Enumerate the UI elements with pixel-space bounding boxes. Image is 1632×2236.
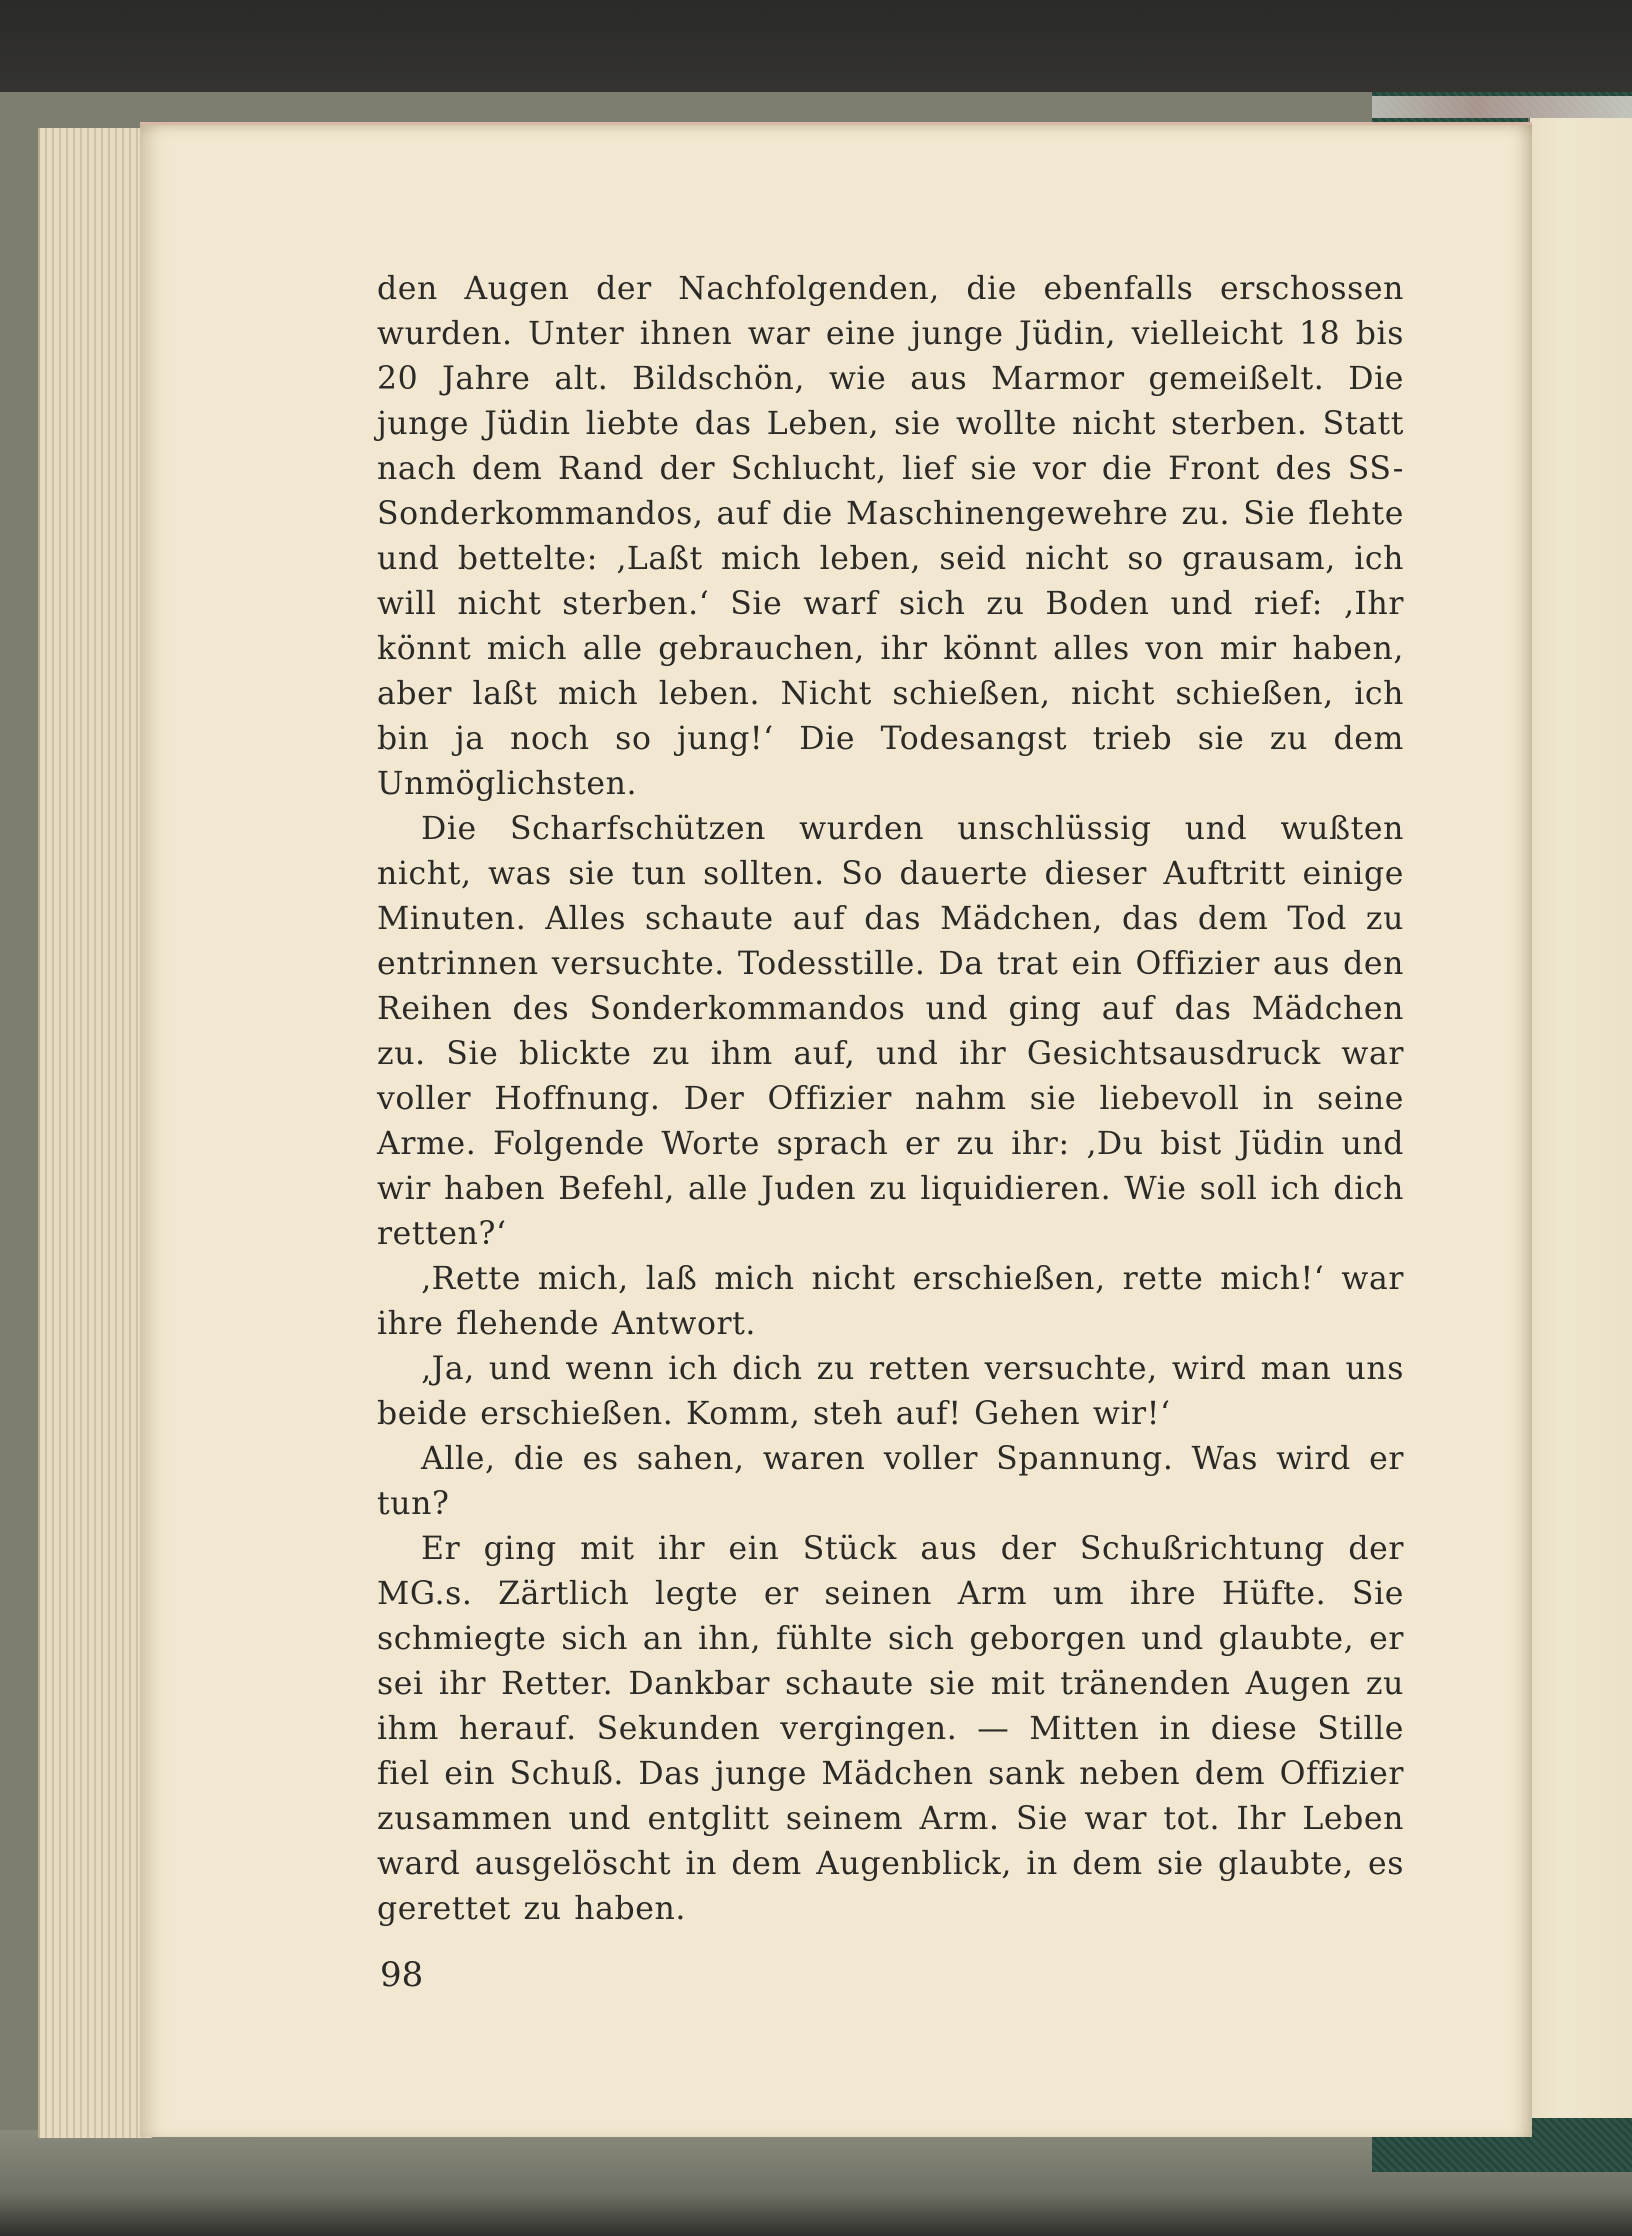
page-edges <box>38 128 152 2138</box>
paragraph: ‚Rette mich, laß mich nicht erschießen, rette mich!‘ war ihre flehende Antwort. <box>377 1261 1404 1342</box>
book-page <box>140 122 1532 2137</box>
paragraph: Die Scharfschützen wurden unschlüssig und wußten nicht, was sie tun sollten. So dauerte dieser Auftritt einige Minuten. Alles schaute auf das Mädchen, das dem Tod zu entrinnen versuchte. Todesstille. Da trat ein Offizier aus den Reihen des Sonderkommandos und ging auf das Mädchen zu. Sie blickte zu ihm auf, und ihr Gesichtsausdruck war voller Hoffnung. Der Offizier nahm sie liebevoll in seine Arme. Folgende Worte sprach er zu ihr: ‚Du bist Jüdin und wir haben Befehl, alle Juden zu liquidieren. Wie soll ich dich retten?‘ <box>377 811 1404 1252</box>
paragraph: den Augen der Nachfolgenden, die ebenfalls erschossen wurden. Unter ihnen war eine junge Jüdin, vielleicht 18 bis 20 Jahre alt. Bildschön, wie aus Marmor gemeißelt. Die junge Jüdin liebte das Leben, sie wollte nicht sterben. Statt nach dem Rand der Schlucht, lief sie vor die Front des SS-Sonderkommandos, auf die Maschinengewehre zu. Sie flehte und bettelte: ‚Laßt mich leben, seid nicht so grausam, ich will nicht sterben.‘ Sie warf sich zu Boden und rief: ‚Ihr könnt mich alle gebrauchen, ihr könnt alles von mir haben, aber laßt mich leben. Nicht schießen, nicht schießen, ich bin ja noch so jung!‘ Die Todesangst trieb sie zu dem Unmöglichsten. <box>377 271 1404 802</box>
page-body-text <box>377 267 1404 1932</box>
paragraph: Alle, die es sahen, waren voller Spannung. Was wird er tun? <box>377 1441 1404 1522</box>
page-number: 98 <box>380 1955 424 1995</box>
paragraph: Er ging mit ihr ein Stück aus der Schußrichtung der MG.s. Zärtlich legte er seinen Arm um ihre Hüfte. Sie schmiegte sich an ihn, fühlte sich geborgen und glaubte, er sei ihr Retter. Dankbar schaute sie mit tränenden Augen zu ihm herauf. Sekunden vergingen. — Mitten in diese Stille fiel ein Schuß. Das junge Mädchen sank neben dem Offizier zusammen und entglitt seinem Arm. Sie war tot. Ihr Leben ward ausgelöscht in dem Augenblick, in dem sie glaubte, es gerettet zu haben. <box>377 1531 1404 1927</box>
facing-page-edge <box>1528 118 1632 2118</box>
spine-headband <box>1372 96 1632 118</box>
paragraph: ‚Ja, und wenn ich dich zu retten versuchte, wird man uns beide erschießen. Komm, steh auf! Gehen wir!‘ <box>377 1351 1404 1432</box>
